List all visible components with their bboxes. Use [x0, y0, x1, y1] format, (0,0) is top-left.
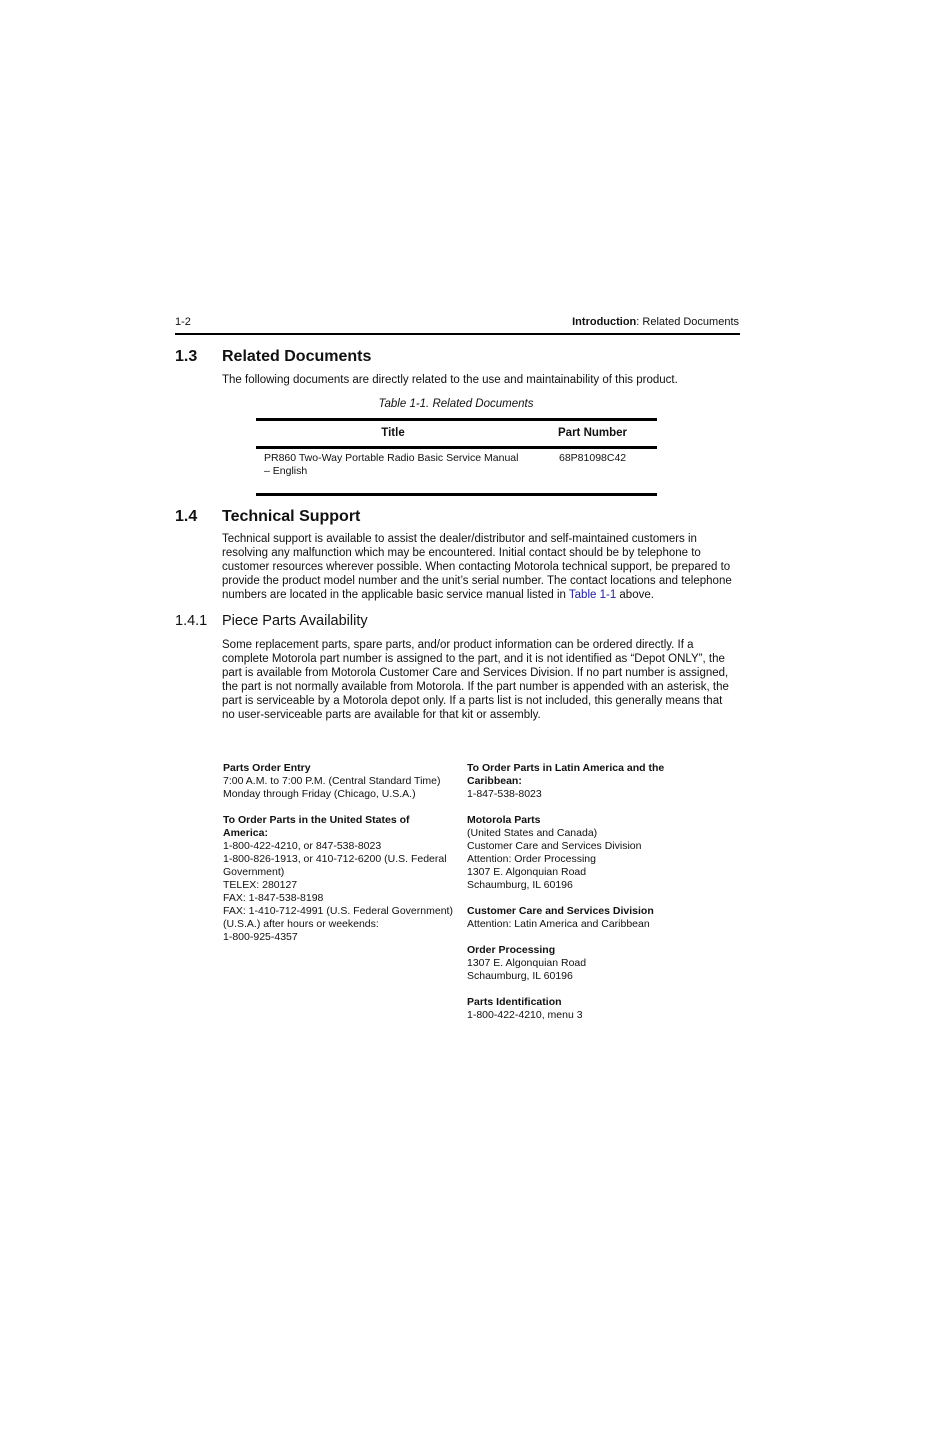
contacts-left-column: [223, 762, 463, 957]
parts-order-entry: [223, 762, 463, 801]
section-1-3-intro: The following documents are directly related to the use and maintainability of this product.: [222, 374, 678, 386]
page-number: 1-2: [175, 316, 191, 328]
table-header-part-number: Part Number: [558, 427, 628, 439]
paragraph-line: customer resources wherever possible. When contacting Motorola technical support, be prepared to: [222, 561, 731, 573]
paragraph-text: above.: [616, 589, 654, 601]
contact-line: Schaumburg, IL 60196: [467, 879, 573, 891]
contact-line: 1-847-538-8023: [467, 788, 542, 800]
paragraph-line: Some replacement parts, spare parts, and/or product information can be ordered directly. If a: [222, 639, 694, 651]
table-row-title: [264, 452, 554, 478]
contact-line: Attention: Latin America and Caribbean: [467, 918, 650, 930]
paragraph-line: Technical support is available to assist the dealer/distributor and self-maintained customers in: [222, 533, 697, 545]
table-header-title: Title: [381, 427, 405, 439]
section-1-4-number: 1.4: [175, 508, 198, 525]
section-1-4-title: Technical Support: [222, 508, 361, 525]
contact-line: FAX: 1-847-538-8198: [223, 892, 324, 904]
paragraph-line: the part is not normally available from Motorola. If the part number is appended with an asterisk, the: [222, 681, 729, 693]
order-parts-latam-heading: To Order Parts in Latin America and the: [467, 762, 665, 774]
table-caption: Table 1-1. Related Documents: [378, 398, 534, 410]
section-1-3-title: Related Documents: [222, 348, 372, 365]
contact-line: 1-800-826-1913, or 410-712-6200 (U.S. Federal: [223, 853, 447, 865]
section-1-3-number: 1.3: [175, 348, 198, 365]
contact-line: 1-800-925-4357: [223, 931, 298, 943]
paragraph-line: provide the product model number and the unit’s serial number. The contact locations and telephone: [222, 575, 732, 587]
contact-line: FAX: 1-410-712-4991 (U.S. Federal Government): [223, 905, 453, 917]
paragraph-line: no user-serviceable parts are available for that kit or assembly.: [222, 709, 541, 721]
contact-line: Attention: Order Processing: [467, 853, 596, 865]
header-divider: [175, 333, 740, 335]
contacts-right-column: [467, 762, 707, 1035]
running-header-topic: : Related Documents: [636, 316, 739, 328]
contact-line: Government): [223, 866, 285, 878]
contact-line: 7:00 A.M. to 7:00 P.M. (Central Standard Time): [223, 775, 441, 787]
running-header: [572, 316, 739, 328]
paragraph-line: resolving any malfunction which may be encountered. Initial contact should be by telephone to: [222, 547, 701, 559]
motorola-parts: [467, 814, 707, 892]
contact-line: (United States and Canada): [467, 827, 598, 839]
section-1-4-1-title: Piece Parts Availability: [222, 613, 368, 629]
contact-line: Customer Care and Services Division: [467, 840, 642, 852]
contact-line: TELEX: 280127: [223, 879, 298, 891]
contact-line: 1-800-422-4210, or 847-538-8023: [223, 840, 382, 852]
contact-line: Monday through Friday (Chicago, U.S.A.): [223, 788, 416, 800]
customer-care-division: [467, 905, 707, 931]
table-header-rule: [256, 446, 657, 449]
customer-care-heading: Customer Care and Services Division: [467, 905, 654, 917]
paragraph-text: numbers are located in the applicable basic service manual listed in: [222, 589, 569, 601]
paragraph-line: part is available from Motorola Customer Care and Services Division. If no part number is assigned,: [222, 667, 729, 679]
contact-line: Schaumburg, IL 60196: [467, 970, 573, 982]
parts-identification: [467, 996, 707, 1022]
section-1-4-1-paragraph: [222, 638, 740, 722]
paragraph-line: [222, 588, 740, 602]
order-parts-latam: [467, 762, 707, 801]
parts-order-entry-heading: Parts Order Entry: [223, 762, 311, 774]
running-header-section: Introduction: [572, 316, 637, 328]
table-1-1-link[interactable]: Table 1-1: [568, 589, 617, 601]
order-parts-latam-heading: Caribbean:: [467, 775, 522, 787]
table-top-rule: [256, 418, 657, 421]
paragraph-line: part is serviceable by a Motorola depot only. If a parts list is not included, this generally means that: [222, 695, 723, 707]
section-1-4-paragraph: [222, 532, 740, 602]
contact-line: 1307 E. Algonquian Road: [467, 957, 587, 969]
order-processing-heading: Order Processing: [467, 944, 556, 956]
order-parts-usa-heading: To Order Parts in the United States of: [223, 814, 410, 826]
parts-identification-heading: Parts Identification: [467, 996, 562, 1008]
contact-line: (U.S.A.) after hours or weekends:: [223, 918, 379, 930]
contact-line: 1-800-422-4210, menu 3: [467, 1009, 583, 1021]
contact-line: 1307 E. Algonquian Road: [467, 866, 587, 878]
section-1-4-1-number: 1.4.1: [175, 613, 208, 629]
table-bottom-rule: [256, 493, 657, 496]
table-row-title-line2: – English: [264, 465, 308, 477]
table-row-title-line1: PR860 Two-Way Portable Radio Basic Service Manual: [264, 452, 519, 464]
paragraph-line: complete Motorola part number is assigned to the part, and it is not identified as “Depot ONLY”, the: [222, 653, 725, 665]
order-processing: [467, 944, 707, 983]
order-parts-usa: [223, 814, 463, 944]
order-parts-usa-heading: America:: [223, 827, 268, 839]
motorola-parts-heading: Motorola Parts: [467, 814, 541, 826]
table-row-part-number: 68P81098C42: [559, 452, 627, 464]
